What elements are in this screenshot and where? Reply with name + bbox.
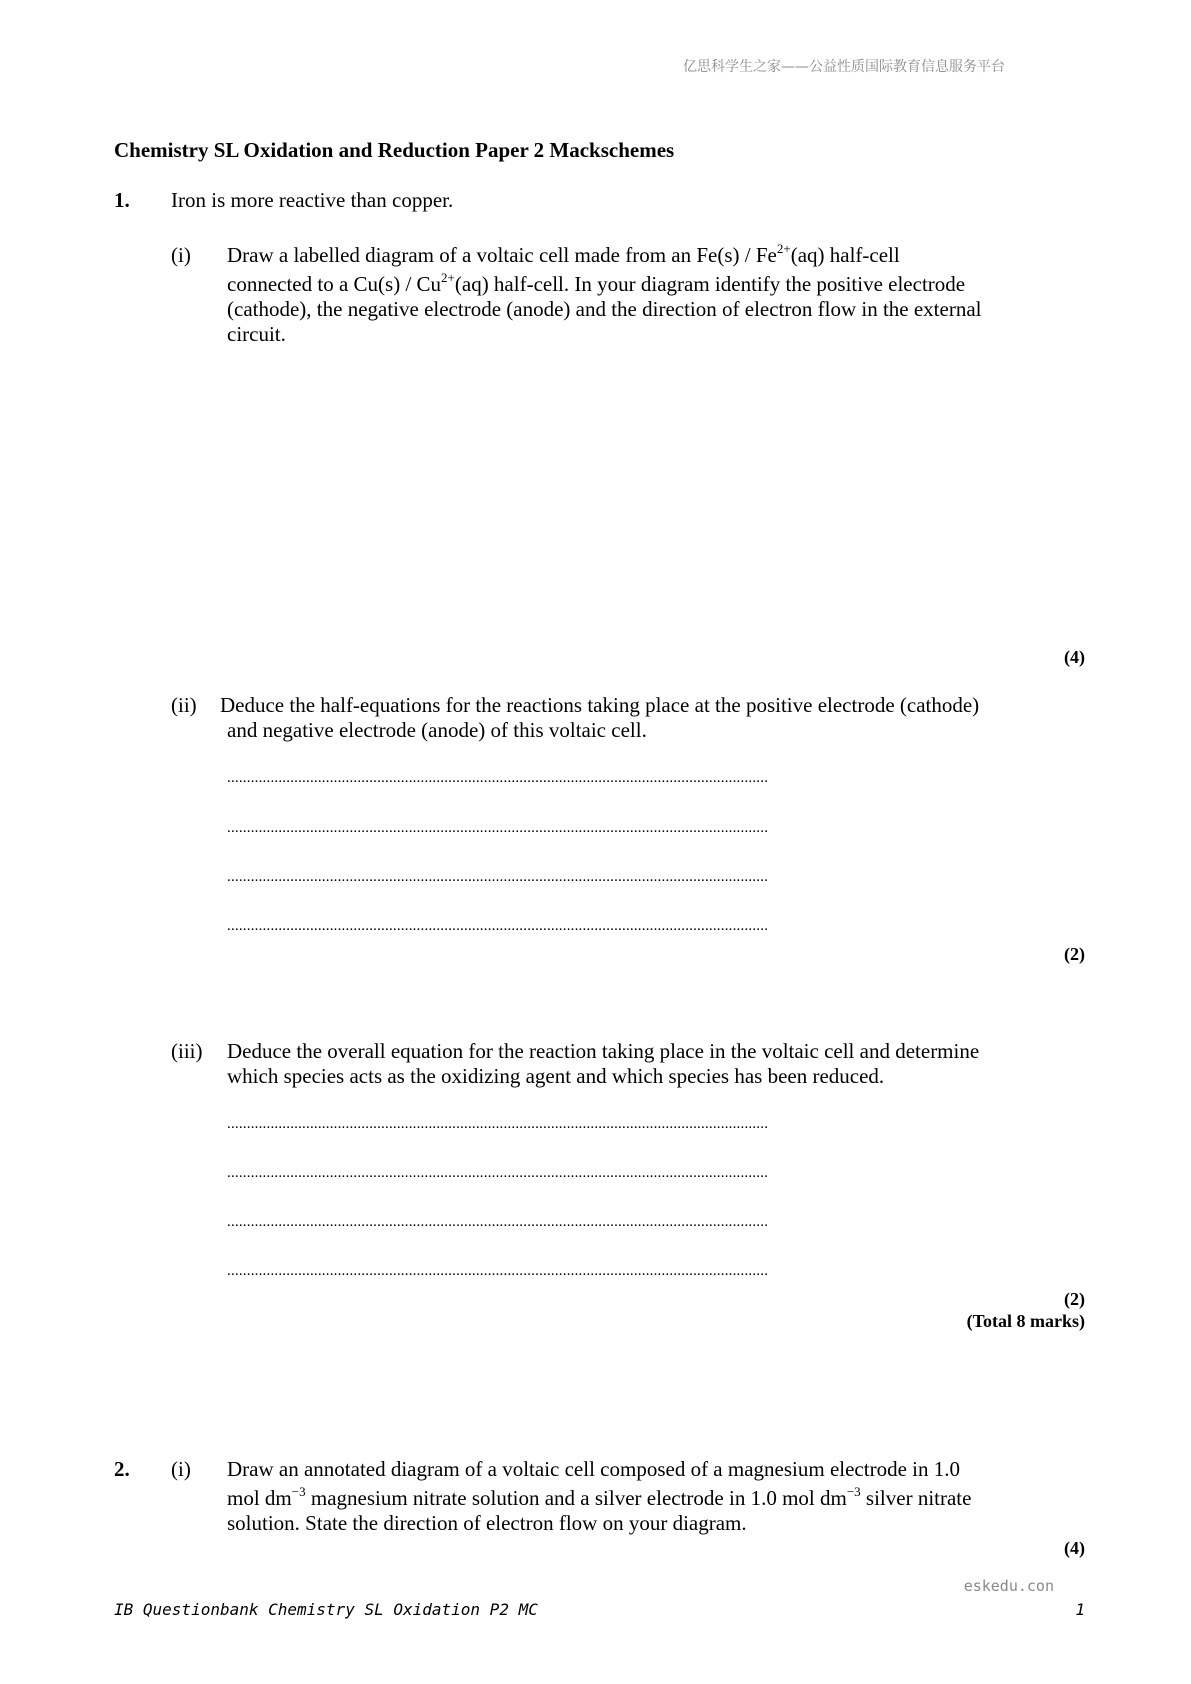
answer-line[interactable]: ......................................................................................................................................... <box>227 820 769 836</box>
q1-ii-marks: (2) <box>1064 944 1085 964</box>
q1-ii-line2: and negative electrode (anode) of this voltaic cell. <box>227 718 647 742</box>
q2-i-label: (i) <box>171 1457 191 1481</box>
document-title: Chemistry SL Oxidation and Reduction Paper 2 Mackschemes <box>114 138 675 162</box>
q2-i-line3: solution. State the direction of electron flow on your diagram. <box>227 1511 747 1535</box>
answer-line[interactable]: ......................................................................................................................................... <box>227 770 769 786</box>
q1-iii-line2: which species acts as the oxidizing agent and which species has been reduced. <box>227 1064 885 1088</box>
q1-i-label: (i) <box>171 243 191 267</box>
answer-line[interactable]: ......................................................................................................................................... <box>227 869 769 885</box>
q1-i-marks: (4) <box>1064 647 1085 667</box>
watermark: eskedu.con <box>963 1577 1054 1595</box>
q1-iii-label: (iii) <box>171 1039 203 1063</box>
q1-iii-marks: (2) <box>1064 1289 1085 1309</box>
q1-total-marks: (Total 8 marks) <box>966 1311 1085 1331</box>
footer-source: IB Questionbank Chemistry SL Oxidation P2 MC <box>114 1600 538 1619</box>
q1-ii-line1: Deduce the half-equations for the reactions taking place at the positive electrode (cathode) <box>220 693 980 717</box>
answer-line[interactable]: ......................................................................................................................................... <box>227 1165 769 1181</box>
q1-number: 1. <box>114 188 130 212</box>
q1-i-line1: Draw a labelled diagram of a voltaic cell made from an $Fe(s) / Fe^{2+}(aq)$ half-cell <box>227 241 900 267</box>
q1-ii-label: (ii) <box>171 693 197 717</box>
q2-i-line2: mol $dm^{-3}$ magnesium nitrate solution and a silver electrode in 1.0 mol $dm^{-3}$ silver nitrate <box>227 1484 972 1510</box>
page-number: 1 <box>1075 1600 1085 1619</box>
q1-iii-line1: Deduce the overall equation for the reaction taking place in the voltaic cell and determine <box>227 1039 980 1063</box>
q1-i-line4: circuit. <box>227 322 286 346</box>
q2-number: 2. <box>114 1457 130 1481</box>
q1-intro: Iron is more reactive than copper. <box>171 188 454 212</box>
answer-line[interactable]: ......................................................................................................................................... <box>227 918 769 934</box>
header-site-text: 亿思科学生之家——公益性质国际教育信息服务平台 <box>683 59 1005 75</box>
answer-line[interactable]: ......................................................................................................................................... <box>227 1214 769 1230</box>
q2-i-marks: (4) <box>1064 1538 1085 1558</box>
q2-i-line1: Draw an annotated diagram of a voltaic cell composed of a magnesium electrode in 1.0 <box>227 1457 960 1481</box>
answer-line[interactable]: ......................................................................................................................................... <box>227 1116 769 1132</box>
q1-i-line2: connected to a $Cu(s) / Cu^{2+}(aq)$ half-cell. In your diagram identify the positive electrode <box>227 270 966 296</box>
answer-line[interactable]: ......................................................................................................................................... <box>227 1263 769 1279</box>
q1-i-line3: (cathode), the negative electrode (anode) and the direction of electron flow in the external <box>227 297 982 321</box>
